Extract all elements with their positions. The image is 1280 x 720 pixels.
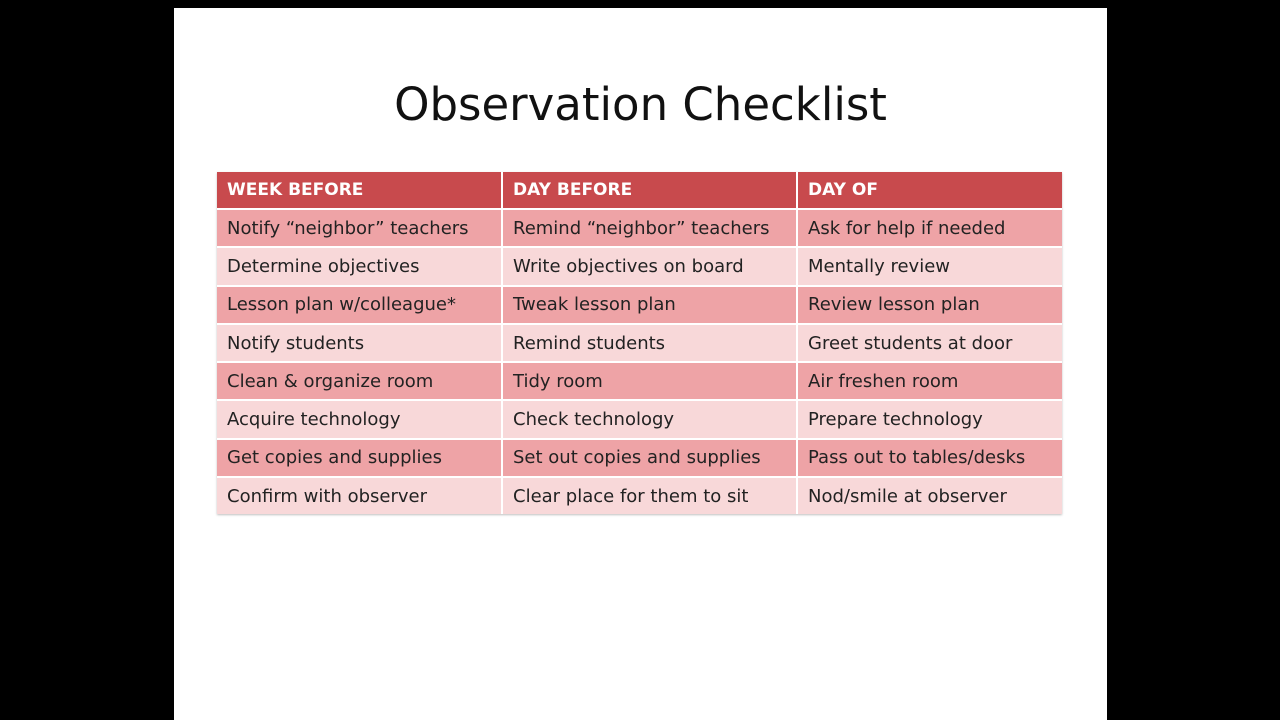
table-cell-day-before: Tidy room	[501, 363, 796, 399]
observation-checklist-table	[217, 172, 1062, 514]
table-cell-day-before: Remind students	[501, 325, 796, 361]
table-cell-week-before: Get copies and supplies	[217, 440, 501, 476]
table-row	[217, 438, 1062, 476]
table-cell-day-before: Write objectives on board	[501, 248, 796, 284]
table-cell-day-of: Mentally review	[796, 248, 1062, 284]
table-cell-week-before: Acquire technology	[217, 401, 501, 437]
table-row	[217, 361, 1062, 399]
table-cell-day-of: Nod/smile at observer	[796, 478, 1062, 514]
table-cell-day-before: Clear place for them to sit	[501, 478, 796, 514]
table-cell-week-before: Determine objectives	[217, 248, 501, 284]
table-row	[217, 323, 1062, 361]
table-cell-day-of: Prepare technology	[796, 401, 1062, 437]
table-cell-day-before: Set out copies and supplies	[501, 440, 796, 476]
table-cell-day-before: Check technology	[501, 401, 796, 437]
table-cell-day-of: Greet students at door	[796, 325, 1062, 361]
header-day-before: DAY BEFORE	[501, 172, 796, 208]
table-cell-week-before: Lesson plan w/colleague*	[217, 287, 501, 323]
slide	[174, 8, 1107, 720]
slide-title: Observation Checklist	[394, 78, 887, 131]
table-row	[217, 285, 1062, 323]
table-row	[217, 246, 1062, 284]
table-header-row	[217, 172, 1062, 208]
table-cell-week-before: Clean & organize room	[217, 363, 501, 399]
table-cell-week-before: Notify “neighbor” teachers	[217, 210, 501, 246]
header-day-of: DAY OF	[796, 172, 1062, 208]
table-cell-week-before: Confirm with observer	[217, 478, 501, 514]
table-cell-day-before: Remind “neighbor” teachers	[501, 210, 796, 246]
table-cell-day-of: Air freshen room	[796, 363, 1062, 399]
table-cell-day-of: Pass out to tables/desks	[796, 440, 1062, 476]
table-row	[217, 476, 1062, 514]
table-cell-week-before: Notify students	[217, 325, 501, 361]
table-cell-day-of: Review lesson plan	[796, 287, 1062, 323]
table-cell-day-of: Ask for help if needed	[796, 210, 1062, 246]
table-row	[217, 399, 1062, 437]
table-cell-day-before: Tweak lesson plan	[501, 287, 796, 323]
table-row	[217, 208, 1062, 246]
header-week-before: WEEK BEFORE	[217, 172, 501, 208]
